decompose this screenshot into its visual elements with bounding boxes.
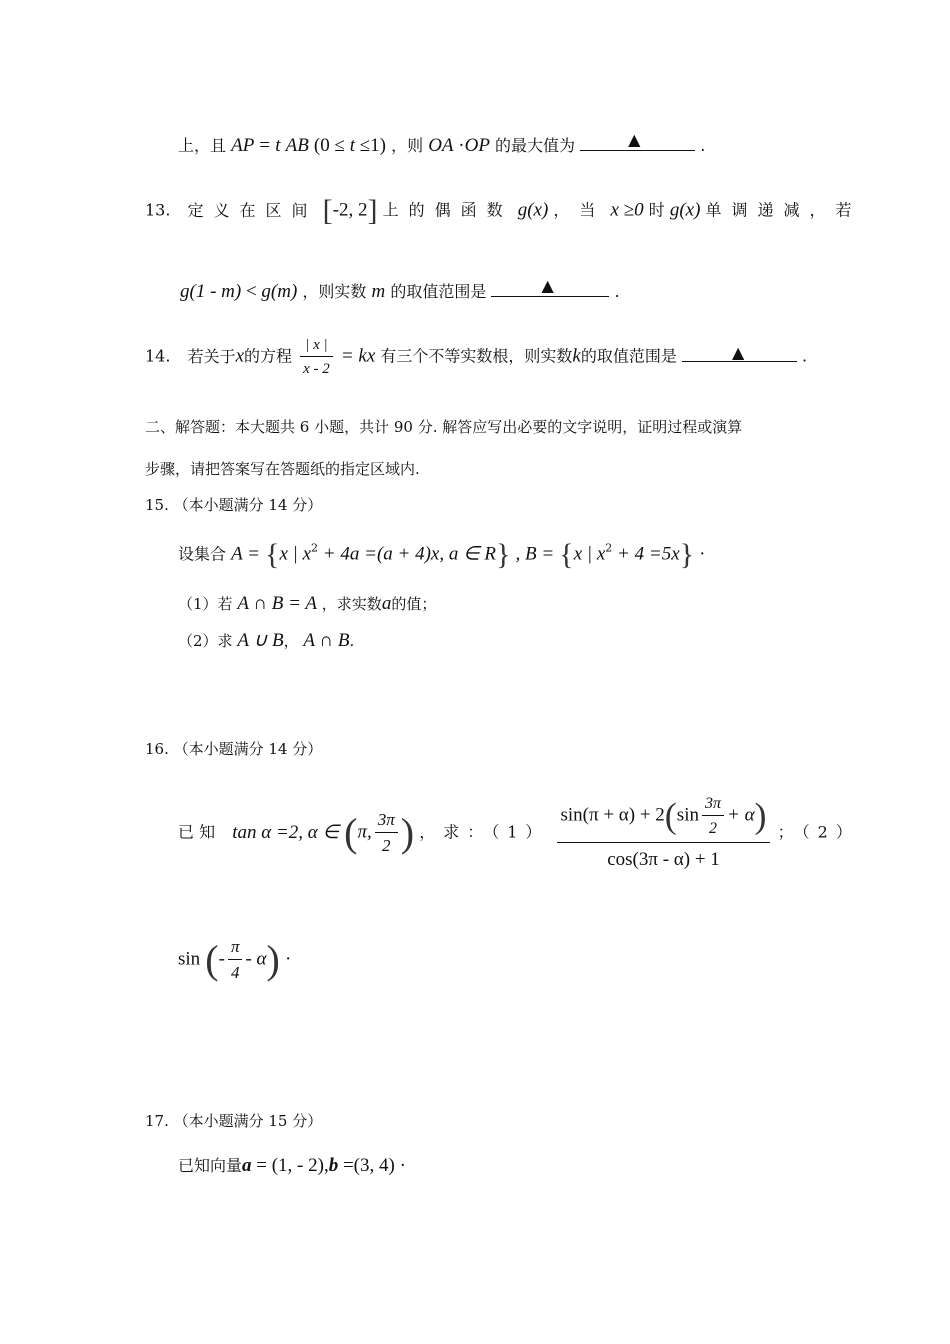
q16-p2-minus: - <box>218 948 225 970</box>
q14-text-2: 的方程 <box>244 346 293 366</box>
section2-line-1: 二、解答题：本大题共 6 小题，共计 90 分. 解答应写出必要的文字说明，证明过程或演算 <box>145 418 743 436</box>
q15-p1-var: a <box>381 593 392 614</box>
q13-number: 13. <box>145 200 171 220</box>
q12-t: t <box>275 135 281 156</box>
q16-end: · <box>284 948 292 970</box>
q16-frac-den: 2 <box>375 832 398 856</box>
q12-dot: · <box>453 135 465 156</box>
q12-triangle-icon: ▲ <box>628 130 641 149</box>
q16-frac-num: 3π <box>377 809 395 829</box>
q16-text-1: 已 知 <box>178 822 216 842</box>
q13-ineq-b: (m) <box>270 281 298 302</box>
q16-text-3: ；（2） <box>777 822 860 842</box>
q15-p2-union: A ∪ B <box>237 630 284 651</box>
q14-rhs: = kx <box>340 345 376 367</box>
q16-line-1 <box>178 794 860 872</box>
q15-set-b-body: x | x <box>573 543 606 565</box>
q16-paren-left: ( <box>344 810 358 856</box>
q15-square-2: 2 <box>605 541 613 555</box>
q13-bracket-right: ] <box>367 194 378 227</box>
q15-brace-right: } <box>496 538 511 571</box>
q15-p2-intersect: A ∩ B <box>303 630 350 651</box>
q15-p2-text-a: （2）求 <box>178 632 233 650</box>
q16-expr-denominator: cos(3π - α) + 1 <box>557 842 769 872</box>
q17-line-1 <box>178 1156 406 1175</box>
q12-eq: = <box>259 135 271 156</box>
q13-text-6: ，则实数 <box>302 282 367 301</box>
q13-condition: x ≥0 <box>610 199 644 221</box>
q15-set-b-body-2: + 4 =5x <box>612 543 680 565</box>
q14-fraction <box>300 336 333 378</box>
q17-vector-b-value: =(3, 4) <box>338 1155 395 1176</box>
q14-text-3: 有三个不等实数根，则实数 <box>380 346 573 366</box>
q16-line-2 <box>178 936 291 984</box>
q15-set-a-label: A = <box>231 543 260 565</box>
q15-text-1: 设集合 <box>178 544 227 564</box>
q13-text-4: 时 <box>648 200 665 220</box>
q16-fraction <box>375 810 398 857</box>
q15-part-2 <box>178 631 354 650</box>
q13-ineq-lt: < <box>241 281 262 302</box>
q16-expr-inner-num: 3π <box>704 795 721 812</box>
q16-expr-num-part-1: sin(π + α) + 2 <box>560 804 665 826</box>
q13-text-7: 的取值范围是 <box>390 282 487 301</box>
q17-end: · <box>394 1155 406 1176</box>
q14-var-k: k <box>572 345 581 367</box>
q15-p2-comma: ， <box>283 632 299 650</box>
q17-vector-a: a <box>242 1155 252 1176</box>
q12-text-1: 上，且 <box>178 136 227 155</box>
q13-answer-blank <box>491 276 609 297</box>
q15-set-a-body-2: + 4a =(a + 4)x, a ∈ R <box>318 543 497 565</box>
q12-period: . <box>700 136 706 155</box>
q17-vector-b: b <box>328 1155 339 1176</box>
q15-part-1 <box>178 594 436 613</box>
q12-text-3: 的最大值为 <box>495 136 576 155</box>
q12-ap: AP <box>231 135 255 156</box>
q12-line <box>178 130 706 156</box>
q14-frac-den: x - 2 <box>300 356 333 378</box>
q16-expr-sin: sin <box>676 804 699 826</box>
q15-p1-text-a: （1）若 <box>178 595 233 613</box>
q14-frac-num: | x | <box>305 337 328 353</box>
q15-brace-left: { <box>265 538 280 571</box>
q13-ineq-g1: g <box>180 281 190 302</box>
q15-brace-left-2: { <box>559 538 574 571</box>
q16-p2-rest: - α <box>245 948 267 970</box>
q15-heading: 15. （本小题满分 14 分） <box>145 496 323 514</box>
q16-expr-inner-fraction <box>702 794 724 838</box>
q15-set-b-label: , B = <box>515 543 555 565</box>
q15-p1-text-c: ，求实数 <box>321 595 382 613</box>
q13-text-1: 定义在区间 <box>187 200 318 220</box>
q14-number: 14. <box>145 346 171 366</box>
q17-text-1: 已知向量 <box>178 1156 243 1175</box>
q14-text-1: 若关于 <box>187 346 236 366</box>
q16-p2-paren-left: ( <box>205 937 219 982</box>
q13-line-2 <box>180 276 620 302</box>
q13-ineq-a: (1 - m) <box>189 281 242 302</box>
q14-line <box>145 336 807 378</box>
q15-end: · <box>699 543 706 565</box>
q12-ab: AB <box>285 135 309 156</box>
q16-heading: 16. （本小题满分 14 分） <box>145 740 323 758</box>
q13-triangle-icon: ▲ <box>541 276 554 295</box>
q16-p2-frac-num: π <box>230 936 240 956</box>
q12-t2: t <box>349 135 355 156</box>
q13-period: . <box>614 282 620 301</box>
q14-period: . <box>802 346 808 366</box>
q13-interval: -2, 2 <box>332 199 368 221</box>
q13-line-1 <box>145 196 862 226</box>
q13-text-5: 单调递减，若 <box>705 200 862 220</box>
q16-expr-numerator <box>557 794 769 842</box>
q13-ineq-g2: g <box>261 281 271 302</box>
q16-text-2: ，求：（1） <box>419 822 550 842</box>
q13-gx-2: (x) <box>679 199 701 221</box>
q14-text-4: 的取值范围是 <box>580 346 677 366</box>
section2-line-2: 步骤，请把答案写在答题纸的指定区域内. <box>145 460 420 478</box>
q15-p1-math: A ∩ B = A <box>237 593 318 614</box>
q14-answer-blank <box>682 342 797 362</box>
q12-answer-blank <box>580 130 695 151</box>
q16-condition: tan α =2, α ∈ <box>232 821 340 843</box>
q16-p2-paren-right: ) <box>266 937 280 982</box>
q15-brace-right-2: } <box>679 538 695 571</box>
q12-op: OP <box>464 135 490 156</box>
q13-text-3: ，当 <box>553 200 606 220</box>
q15-set-line <box>178 540 705 570</box>
q14-var-x: x <box>235 345 244 367</box>
q17-vector-a-value: = (1, - 2), <box>251 1155 329 1176</box>
q13-text-2: 上的偶函数 <box>382 200 513 220</box>
q16-expr-inner-den: 2 <box>702 815 724 838</box>
q16-paren-right: ) <box>400 810 415 856</box>
q16-pi: π, <box>357 821 372 843</box>
q16-expr-paren-left: ( <box>664 795 677 836</box>
q16-expression <box>557 794 769 872</box>
q16-p2-frac-den: 4 <box>228 959 243 983</box>
q12-oa: OA <box>428 135 454 156</box>
q16-p2-fraction <box>228 937 243 984</box>
q15-p2-period: . <box>349 632 355 650</box>
q13-var-m: m <box>371 281 386 302</box>
q13-g: g <box>517 199 528 221</box>
q17-heading: 17. （本小题满分 15 分） <box>145 1112 323 1130</box>
q16-expr-paren-right: ) <box>754 795 767 836</box>
q14-triangle-icon: ▲ <box>731 342 745 362</box>
q12-range-a: (0 ≤ <box>313 135 350 156</box>
q15-square-1: 2 <box>311 541 319 555</box>
q16-expr-alpha: + α <box>727 804 755 826</box>
q15-p1-text-e: 的值； <box>391 595 437 613</box>
q12-text-2: ，则 <box>391 136 424 155</box>
q15-set-a-body: x | x <box>279 543 312 565</box>
q13-gx: (x) <box>527 199 549 221</box>
q13-bracket-left: [ <box>322 194 333 227</box>
q13-g-2: g <box>669 199 680 221</box>
q16-p2-sin: sin <box>178 948 201 970</box>
q12-range-b: ≤1) <box>354 135 386 156</box>
